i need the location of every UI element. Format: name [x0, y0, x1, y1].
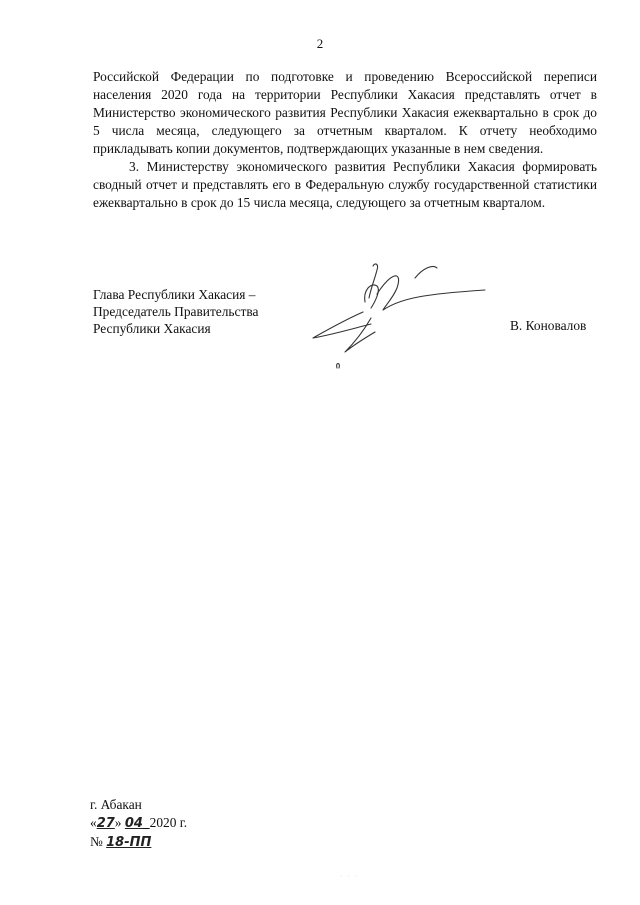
paragraph-continuation: Российской Федерации по подготовке и проведению Всероссийской переписи населения 2020 года на территории Республики Хакасия представлять отчет в Министерство экономического развития Республики Хакасия ежеквартально в срок до 5 числа месяца, следующего за отчетным кварталом. К отчету необходимо прикладывать копии документов, подтверждающих указанные в нем сведения.: [93, 69, 597, 156]
signatory-name: В. Коновалов: [510, 318, 587, 333]
date-day: 27: [96, 816, 115, 831]
paragraph-item-3: 3. Министерству экономического развития Республики Хакасия формировать сводный отчет и представлять его в Федеральную службу государственной статистики ежеквартально в срок до 15 числа месяца, следующего за отчетным кварталом.: [93, 159, 597, 210]
number-sign: №: [90, 834, 103, 849]
scan-mark: · · ·: [340, 874, 359, 880]
document-body: [93, 68, 597, 212]
handwritten-signature: [305, 258, 495, 373]
number-value: 18-ПП: [106, 835, 152, 850]
signatory-title-line: Глава Республики Хакасия –: [93, 287, 256, 302]
date-open-quote: «: [90, 815, 97, 830]
date-close-quote: »: [114, 815, 122, 830]
document-footer: [90, 796, 187, 852]
document-date: [90, 814, 187, 833]
date-year: 2020 г.: [149, 815, 188, 830]
date-month: 04: [124, 816, 143, 831]
document-number: [90, 833, 187, 852]
signatory-title: [93, 286, 258, 337]
signatory-title-line: Председатель Правительства: [93, 304, 259, 319]
page-number: 2: [316, 36, 324, 51]
signatory-title-line: Республики Хакасия: [93, 321, 211, 336]
city: г. Абакан: [90, 797, 142, 812]
